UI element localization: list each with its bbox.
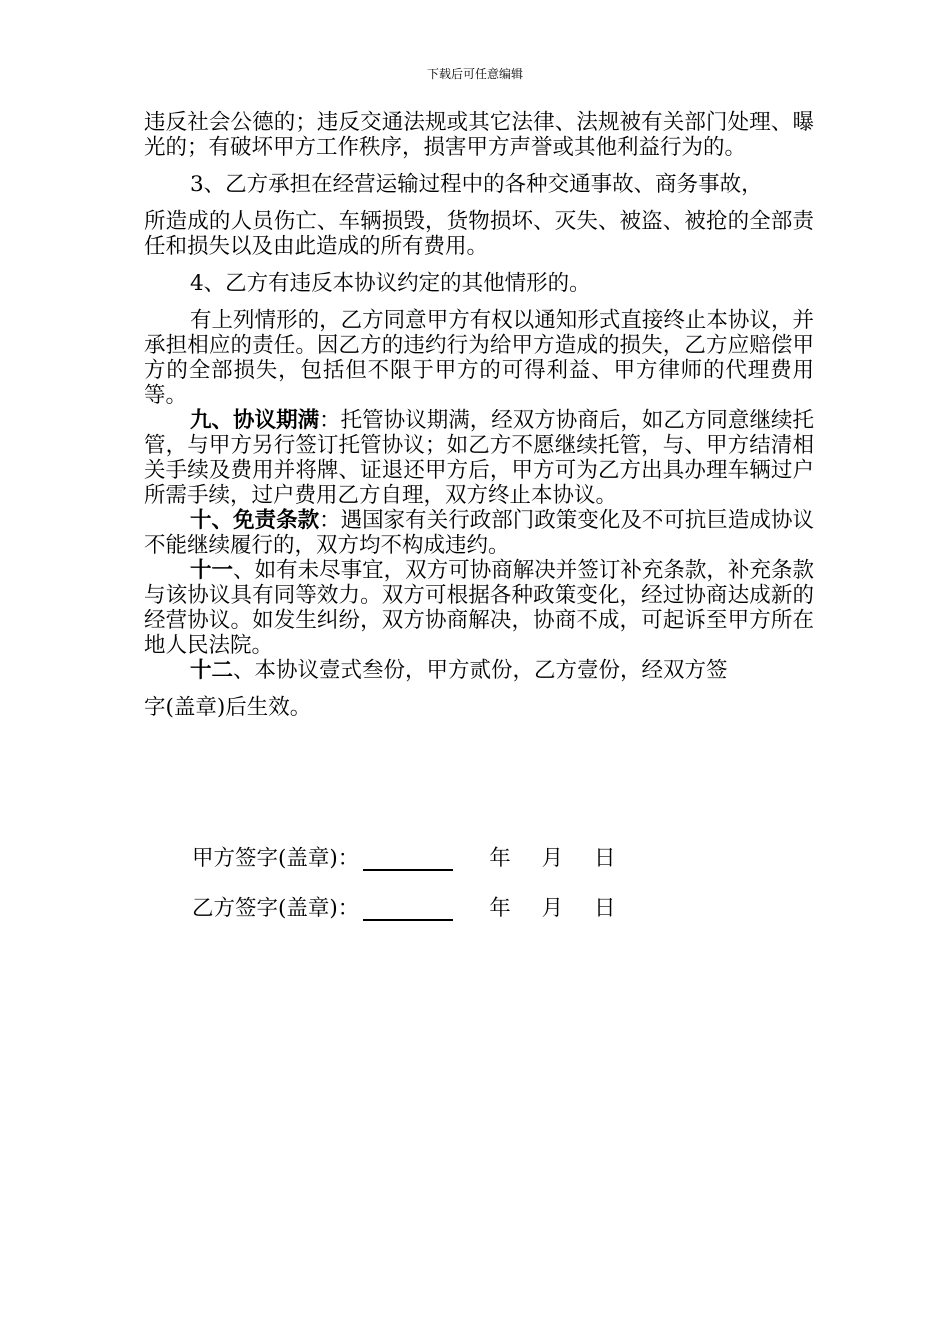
page-header: 下载后可任意编辑 [426,67,523,81]
paragraph-item-4: 4、乙方有违反本协议约定的其他情形的。 [190,271,591,296]
party-b-signature-label: 乙方签字(盖章)： [192,896,360,921]
clause-9-text: ：托管协议期满，经双方协商后，如乙方同意继续托管，与甲方另行签订托管协议；如乙方不愿继续托管，与、甲方结清相关手续及费用并将牌、证退还甲方后，甲方可为乙方出具办理车辆过户所需手续，过户费用乙方自理，双方终止本协议。 [144,408,814,508]
paragraph-termination: 有上列情形的，乙方同意甲方有权以通知形式直接终止本协议，并承担相应的责任。因乙方的违约行为给甲方造成的损失，乙方应赔偿甲方的全部损失，包括但不限于甲方的可得利益、甲方律师的代理费用等。 [144,308,814,408]
clause-10-title: 十、免责条款 [190,508,320,533]
signature-block [192,846,640,921]
paragraph-item-3-line1: 3、乙方承担在经营运输过程中的各种交通事故、商务事故， [190,172,763,197]
party-b-year-label: 年 [489,896,511,921]
document-body [144,110,814,720]
party-a-signature-label: 甲方签字(盖章)： [192,846,360,871]
clause-9-title: 九、协议期满 [190,408,320,433]
signature-row-party-b [192,896,640,921]
party-a-day-label: 日 [594,846,616,871]
paragraph-item-3-cont: 所造成的人员伤亡、车辆损毁，货物损坏、灭失、被盗、被抢的全部责任和损失以及由此造成的所有费用。 [144,209,814,259]
paragraph-clause-12-cont: 字(盖章)后生效。 [144,695,312,720]
signature-row-party-a [192,846,640,871]
clause-12-text: 、本协议壹式叁份，甲方贰份，乙方壹份，经双方签 [233,658,728,683]
party-b-signature-line[interactable] [363,899,453,921]
clause-12-title: 十二 [190,658,234,683]
paragraph-clause-12 [144,658,814,683]
party-a-date [489,846,639,871]
paragraph-clause-10 [144,508,814,558]
paragraph-clause-9 [144,408,814,508]
party-a-year-label: 年 [489,846,511,871]
clause-11-title: 十一 [190,558,234,583]
party-a-month-label: 月 [541,846,564,871]
party-b-day-label: 日 [594,896,616,921]
party-b-date [489,896,639,921]
party-b-month-label: 月 [541,896,564,921]
paragraph-violations: 违反社会公德的；违反交通法规或其它法律、法规被有关部门处理、曝光的；有破坏甲方工作秩序，损害甲方声誉或其他利益行为的。 [144,110,814,160]
clause-11-text: 、如有未尽事宜，双方可协商解决并签订补充条款，补充条款与该协议具有同等效力。双方可根据各种政策变化，经过协商达成新的经营协议。如发生纠纷，双方协商解决，协商不成，可起诉至甲方所在地人民法院。 [144,558,814,658]
paragraph-clause-11 [144,558,814,658]
party-a-signature-line[interactable] [363,849,453,871]
clause-10-text: ：遇国家有关行政部门政策变化及不可抗巨造成协议不能继续履行的，双方均不构成违约。 [144,508,814,558]
